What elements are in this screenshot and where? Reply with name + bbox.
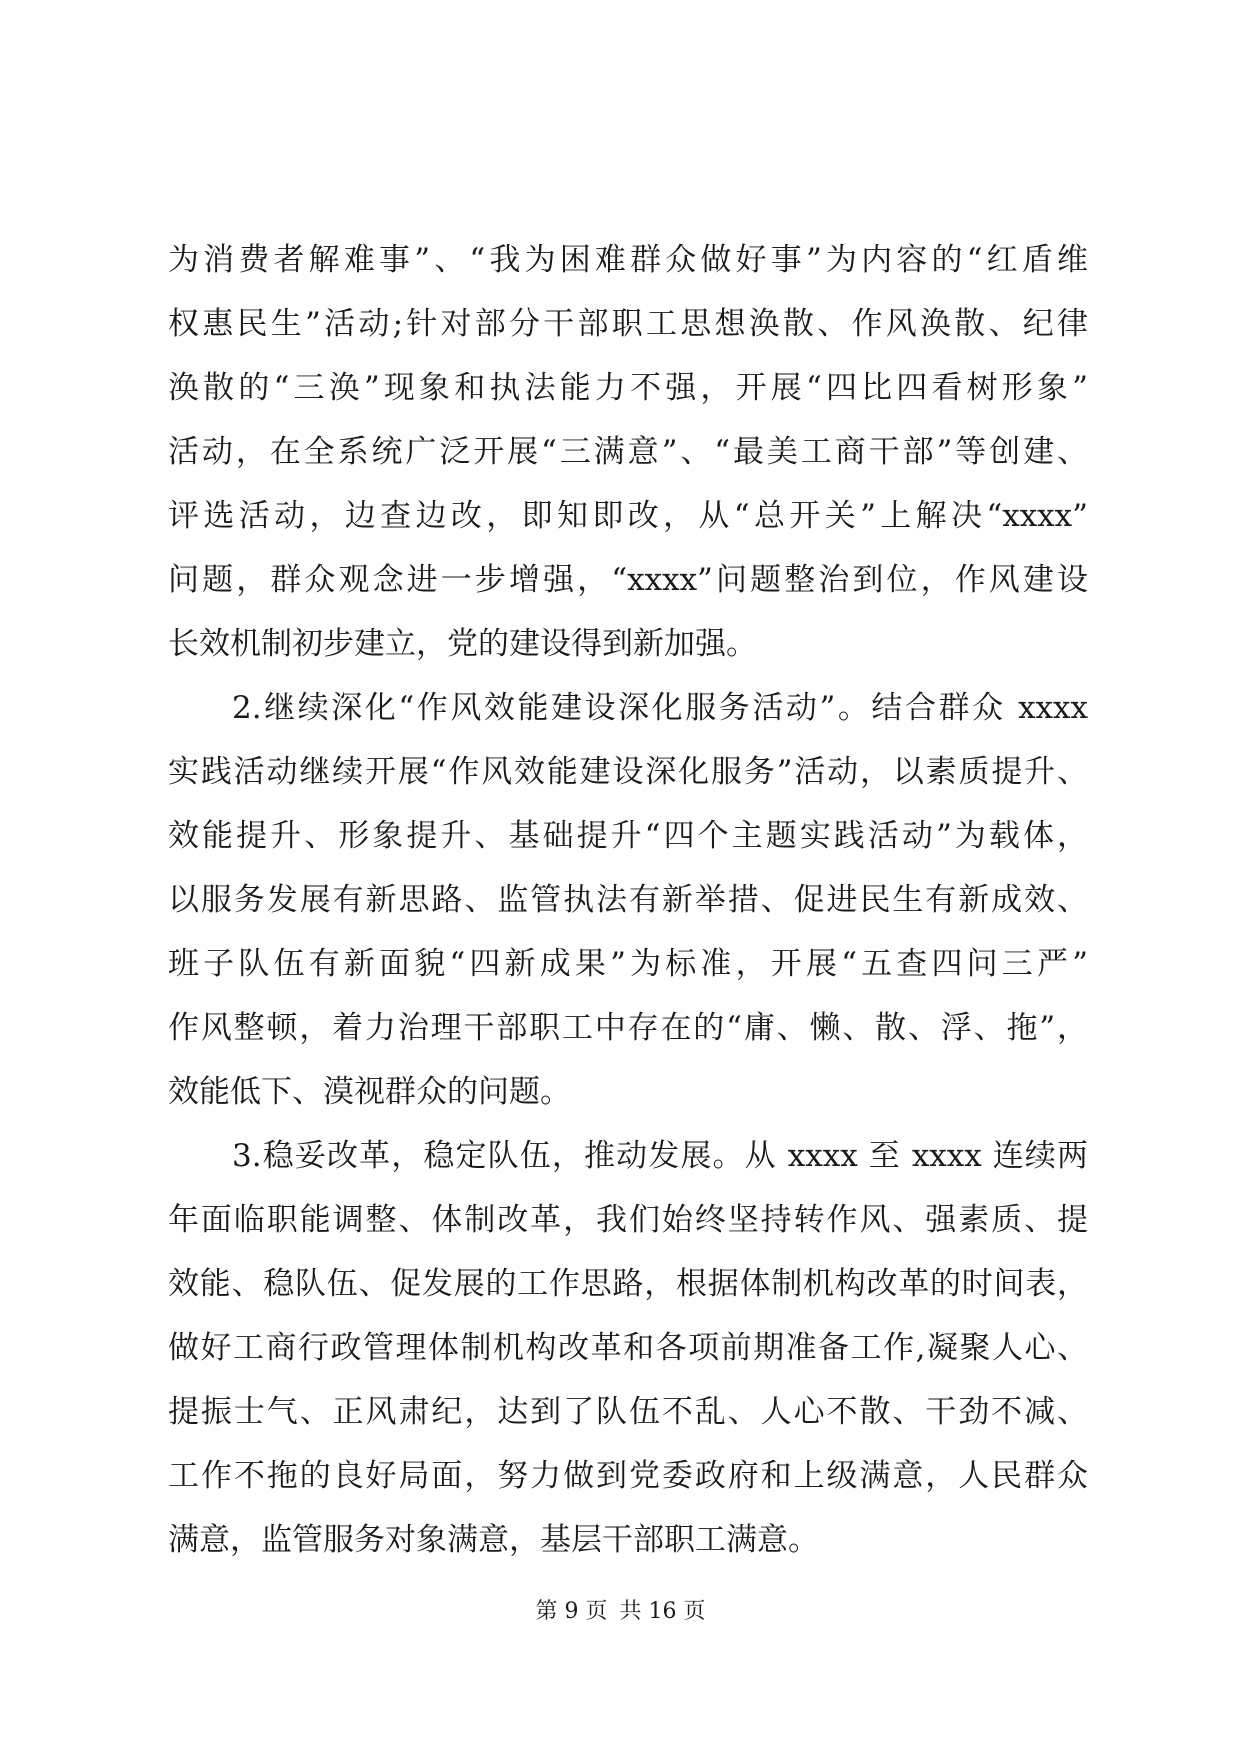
text-line: 年面临职能调整、体制改革，我们始终坚持转作风、强素质、提: [168, 1202, 1088, 1238]
text-line: 长效机制初步建立，党的建设得到新加强。: [168, 626, 757, 662]
text-line: 涣散的“三涣”现象和执法能力不强，开展“四比四看树形象”: [168, 370, 1088, 406]
text-line: 效能低下、漠视群众的问题。: [168, 1074, 571, 1110]
text-line: 实践活动继续开展“作风效能建设深化服务”活动，以素质提升、: [168, 754, 1088, 790]
page-footer: [0, 1597, 1241, 1627]
text-line: 问题，群众观念进一步增强，“xxxx”问题整治到位，作风建设: [168, 562, 1088, 598]
document-body: [168, 228, 1088, 1572]
text-line: 3.稳妥改革，稳定队伍，推动发展。从 xxxx 至 xxxx 连续两: [232, 1138, 1088, 1174]
page-total: 共 16 页: [619, 1599, 706, 1624]
text-line: 工作不拖的良好局面，努力做到党委政府和上级满意，人民群众: [168, 1458, 1088, 1494]
text-line: 作风整顿，着力治理干部职工中存在的“庸、懒、散、浮、拖”，: [168, 1010, 1088, 1046]
page-number: 第 9 页: [535, 1599, 608, 1624]
text-line: 提振士气、正风肃纪，达到了队伍不乱、人心不散、干劲不减、: [168, 1394, 1088, 1430]
text-line: 效能、稳队伍、促发展的工作思路，根据体制机构改革的时间表，: [168, 1266, 1088, 1302]
text-line: 权惠民生”活动;针对部分干部职工思想涣散、作风涣散、纪律: [168, 306, 1088, 342]
text-line: 满意，监管服务对象满意，基层干部职工满意。: [168, 1522, 819, 1558]
text-line: 为消费者解难事”、“我为困难群众做好事”为内容的“红盾维: [168, 242, 1088, 278]
text-line: 以服务发展有新思路、监管执法有新举措、促进民生有新成效、: [168, 882, 1088, 918]
text-line: 2.继续深化“作风效能建设深化服务活动”。结合群众 xxxx: [232, 690, 1088, 726]
text-line: 班子队伍有新面貌“四新成果”为标准，开展“五查四问三严”: [168, 946, 1088, 982]
text-line: 活动，在全系统广泛开展“三满意”、“最美工商干部”等创建、: [168, 434, 1088, 470]
text-line: 做好工商行政管理体制机构改革和各项前期准备工作,凝聚人心、: [168, 1330, 1088, 1366]
text-line: 效能提升、形象提升、基础提升“四个主题实践活动”为载体，: [168, 818, 1088, 854]
text-line: 评选活动，边查边改，即知即改，从“总开关”上解决“xxxx”: [168, 498, 1088, 534]
